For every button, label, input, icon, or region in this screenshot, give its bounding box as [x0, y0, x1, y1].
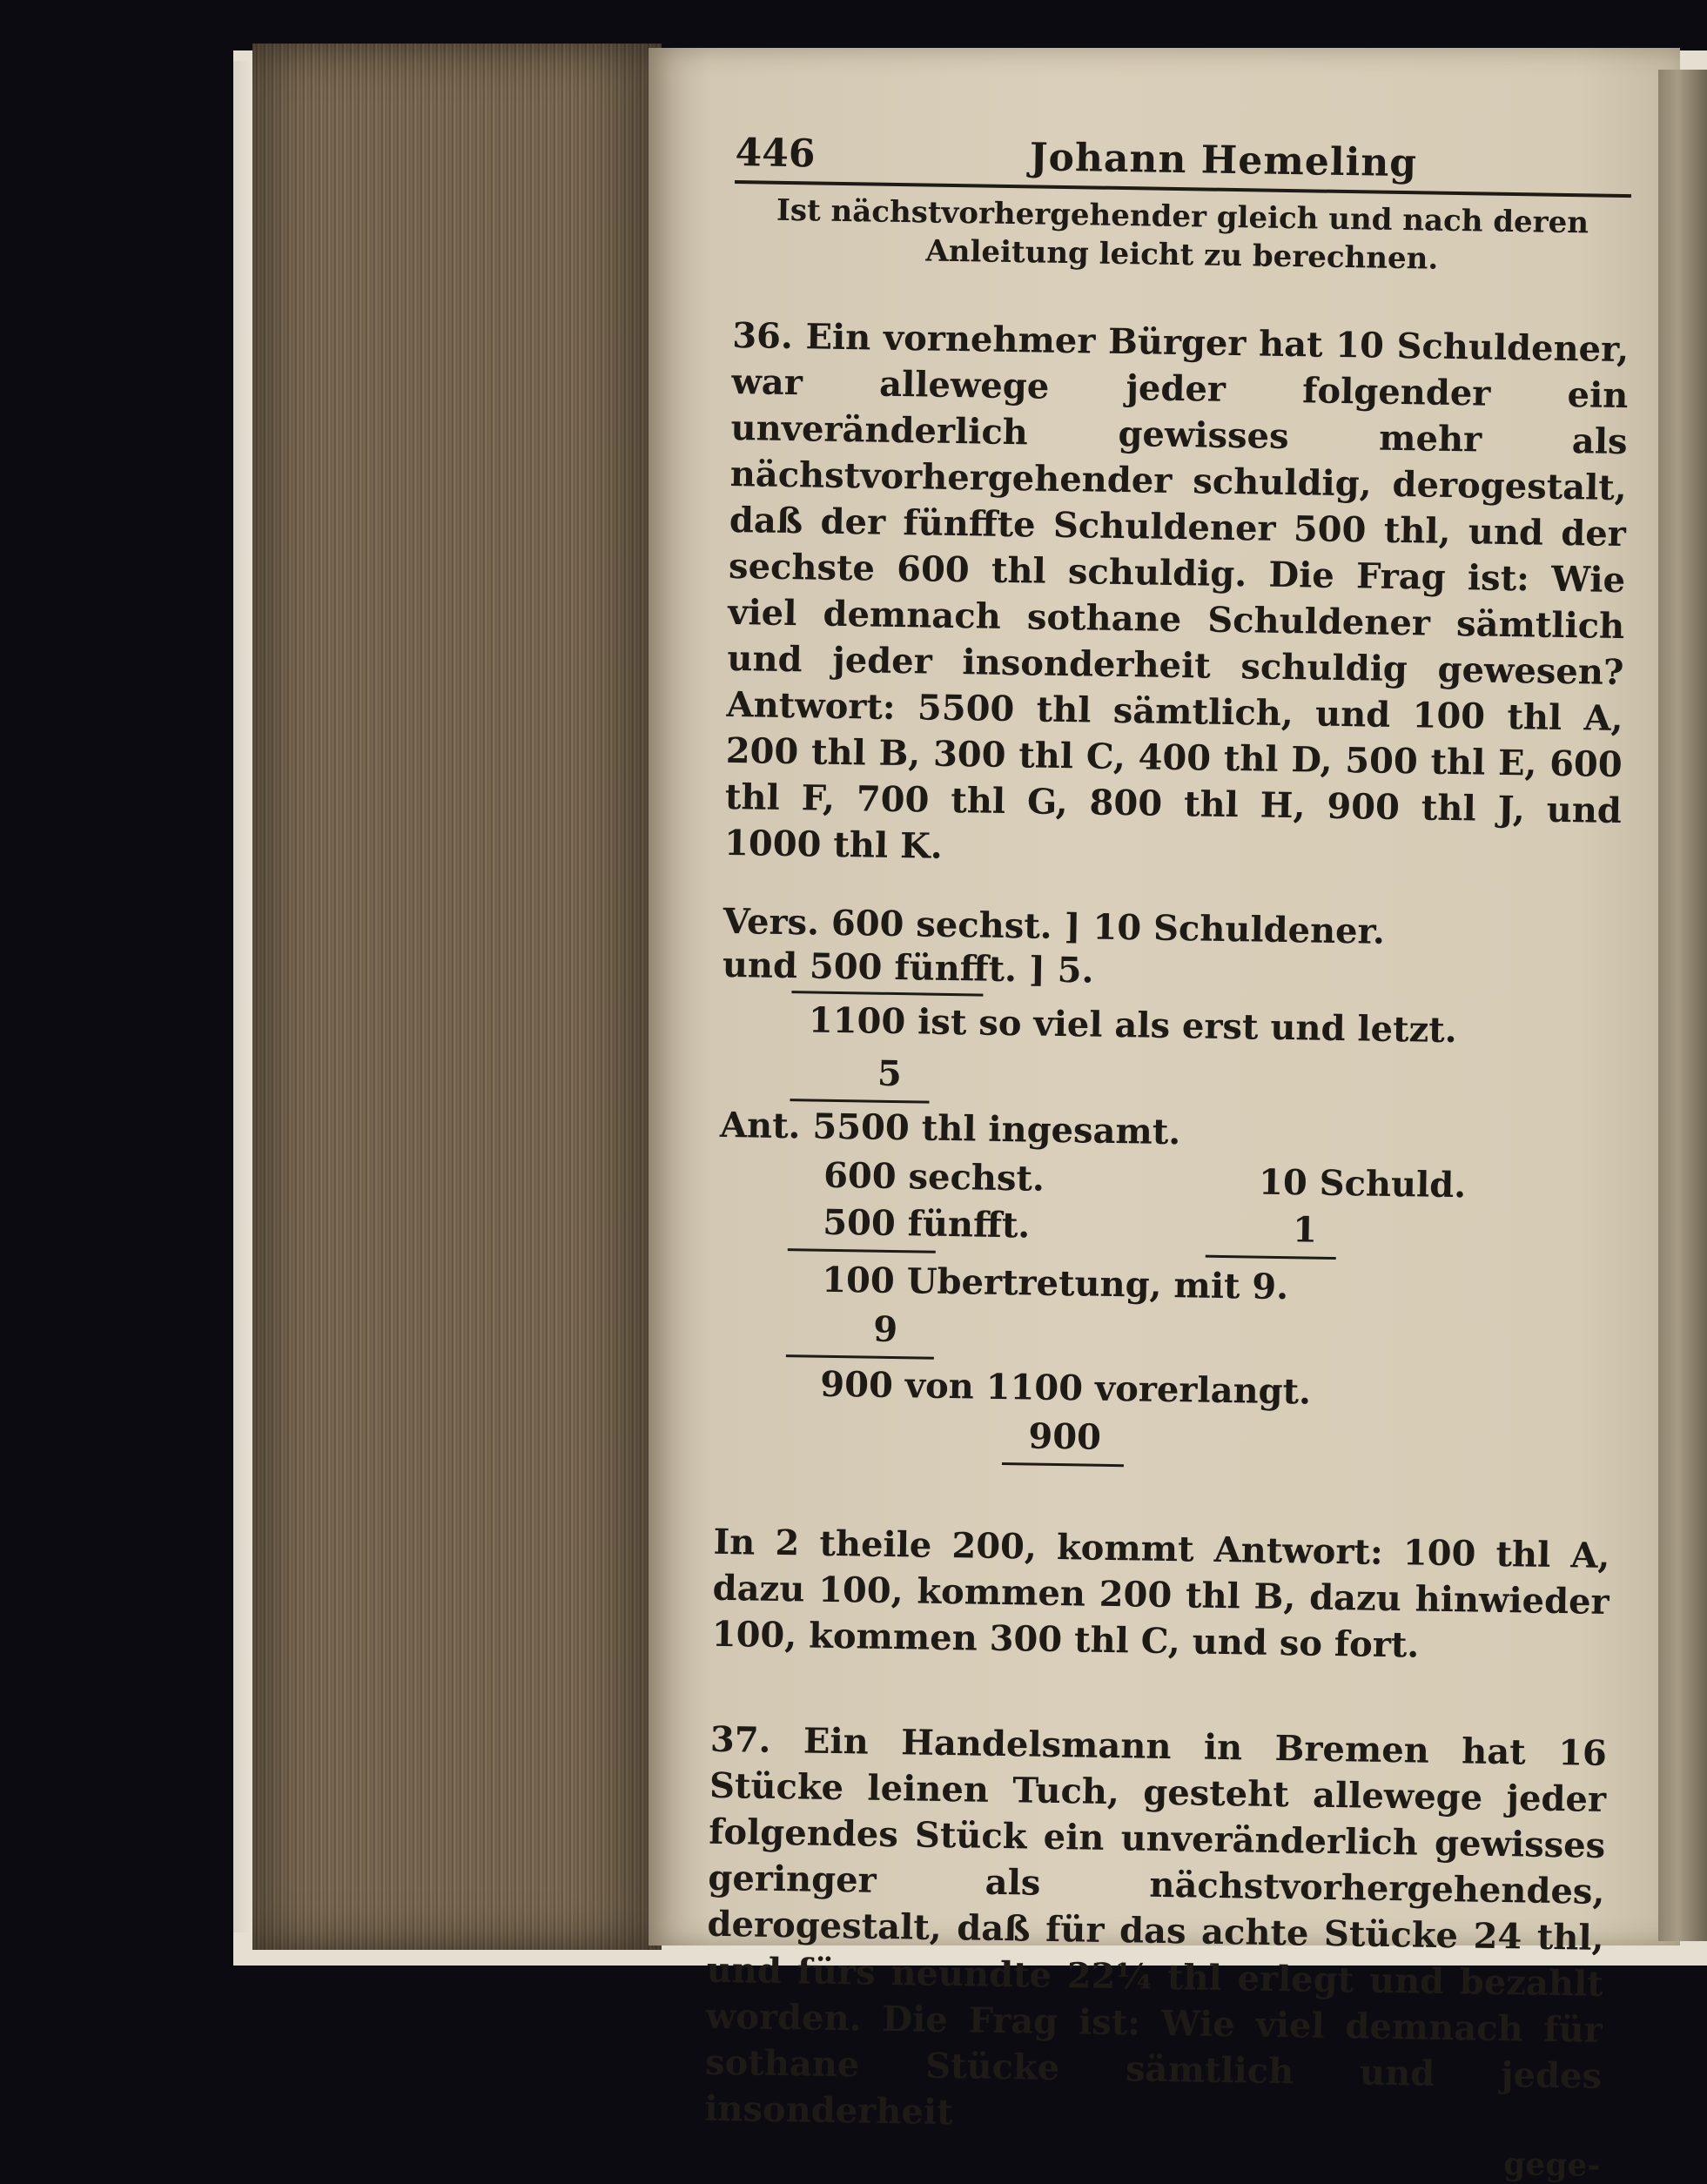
problem-37: 37. Ein Handelsmann in Bremen hat 16 Stücke leinen Tuch, gesteht allewege jeder folgendes Stück ein unveränderlich gewisses geringer als nächstvorhergehendes, derogestalt, daß für das achte Stücke 24 thl, und fürs neundte 22¼ thl erlegt und bezahlt worden. Die Frag ist: Wie viel demnach für sothane Stücke sämtlich und jedes insonderheit	[703, 1718, 1608, 2134]
next-page-gutter	[1658, 70, 1707, 1941]
calculation-36	[714, 901, 1620, 1507]
section-subtitle: Ist nächstvorhergehender gleich und nach deren Anleitung leicht zu berechnen.	[776, 192, 1589, 277]
calc-line: 500 fünfft.	[822, 1201, 1031, 1247]
problem-36: 36. Ein vornehmer Bürger hat 10 Schuldener, war allewege jeder folgender ein unveränderlich gewisses mehr als nächstvorhergehender schuldig, derogestalt, daß der fünffte Schuldener 500 thl, und der sechste 600 thl schuldig. Die Frag ist: Wie viel demnach sothane Schuldener sämtlich und jeder insonderheit schuldig gewesen? Antwort: 5500 thl sämtlich, und 100 thl A, 200 thl B, 300 thl C, 400 thl D, 500 thl E, 600 thl F, 700 thl G, 800 thl H, 900 thl J, und 1000 thl K.	[723, 314, 1630, 867]
calc-rule	[786, 1354, 934, 1360]
calc-line: Vers. 600 sechst. ] 10 Schuldener.	[722, 900, 1386, 952]
running-title: Johann Hemeling	[1029, 135, 1418, 186]
answer-36: In 2 theile 200, kommt Antwort: 100 thl A, dazu 100, kommen 200 thl B, dazu hinwieder 100, kommen 300 thl C, und so fort.	[711, 1521, 1610, 1666]
calc-line: Ant. 5500 thl ingesamt.	[719, 1104, 1181, 1153]
calc-line: 100 Ubertretung, mit 9.	[821, 1259, 1289, 1308]
calc-line: 900	[1028, 1415, 1102, 1458]
calc-line: 900 von 1100 vorerlangt.	[820, 1363, 1312, 1413]
calc-line: 9	[873, 1308, 898, 1351]
calc-rule	[1002, 1462, 1124, 1467]
catchword: gege-	[1502, 2146, 1601, 2184]
page-content	[703, 131, 1632, 2184]
calc-rule	[788, 1248, 936, 1253]
calc-line: 5	[877, 1052, 903, 1095]
calc-rule	[791, 991, 983, 996]
calc-rule	[790, 1099, 929, 1104]
calc-line: 10 Schuld.	[1258, 1161, 1467, 1206]
calc-line: und 500 fünfft. ] 5.	[722, 944, 1094, 991]
page-edges	[252, 44, 662, 1950]
calc-line: 1100 ist so viel als erst und letzt.	[808, 999, 1458, 1052]
calc-line: 1	[1292, 1209, 1318, 1251]
page-number: 446	[735, 131, 816, 177]
calc-line: 600 sechst.	[823, 1154, 1045, 1200]
calc-rule	[1206, 1255, 1336, 1260]
